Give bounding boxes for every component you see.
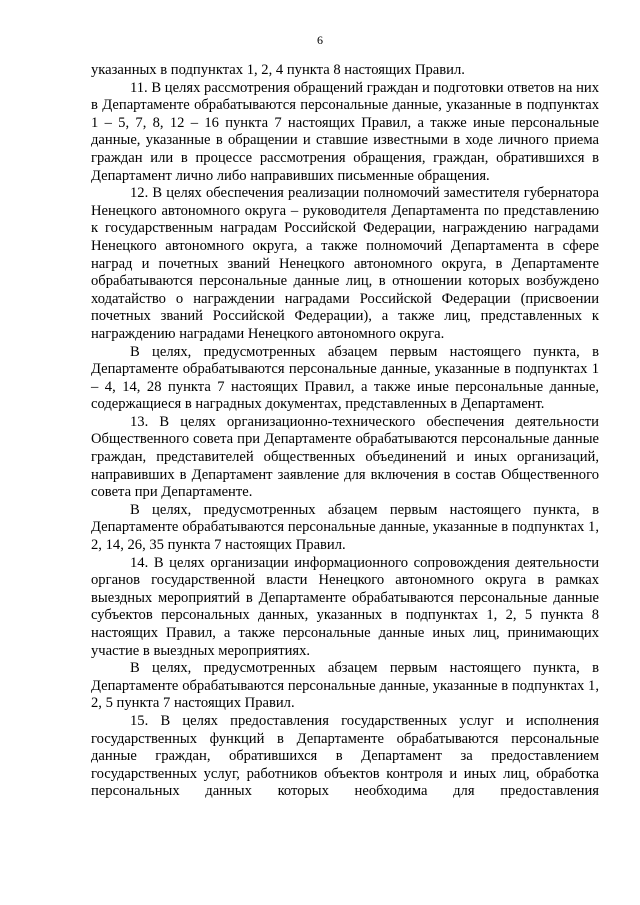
page-number: 6 (317, 33, 323, 47)
document-body (91, 62, 599, 801)
paragraph-item-14: 14. В целях организации информационного сопровождения деятельности органов государственной власти Ненецкого автономного округа в рамках выездных мероприятий в Департаменте обрабатываются персональные данные субъектов персональных данных, указанных в подпунктах 1, 2, 5 пункта 8 настоящих Правил, а также персональные данные иных лиц, принимающих участие в выездных мероприятиях. (91, 554, 599, 659)
paragraph-item-15: 15. В целях предоставления государственных услуг и исполнения государственных функций в Департаменте обрабатываются персональные данные граждан, обратившихся в Департамент за предоставлением государственных услуг, работников объектов контроля и иных лиц, обработка персональных данных которых необходима для предоставления (91, 712, 599, 800)
paragraph-item-13: 13. В целях организационно-технического обеспечения деятельности Общественного совета при Департаменте обрабатываются персональные данные граждан, представителей общественных объединений и иных организаций, направивших в Департамент заявление для включения в состав Общественного совета при Департаменте. (91, 413, 599, 501)
paragraph-item-14-purposes: В целях, предусмотренных абзацем первым настоящего пункта, в Департаменте обрабатываются персональные данные, указанные в подпунктах 1, 2, 5 пункта 7 настоящих Правил. (91, 660, 599, 712)
paragraph-item-13-purposes: В целях, предусмотренных абзацем первым настоящего пункта, в Департаменте обрабатываются персональные данные, указанные в подпунктах 1, 2, 14, 26, 35 пункта 7 настоящих Правил. (91, 501, 599, 554)
paragraph-item-11: 11. В целях рассмотрения обращений граждан и подготовки ответов на них в Департаменте обрабатываются персональные данные, указанные в подпунктах 1 – 5, 7, 8, 12 – 16 пункта 7 настоящих Правил, а также иные персональные данные, указанные в обращении и ставшие известными в ходе личного приема граждан или в процессе рассмотрения обращения, граждан, обратившихся в Департамент лично либо направивших письменные обращения. (91, 79, 599, 184)
paragraph-item-12-purposes: В целях, предусмотренных абзацем первым настоящего пункта, в Департаменте обрабатываются персональные данные, указанные в подпунктах 1 – 4, 14, 28 пункта 7 настоящих Правил, а также иные персональные данные, содержащиеся в наградных документах, представленных в Департамент. (91, 343, 599, 413)
paragraph-item-12: 12. В целях обеспечения реализации полномочий заместителя губернатора Ненецкого автономного округа – руководителя Департамента по представлению к государственным наградам Российской Федерации, награждению наградами Ненецкого автономного округа, а также полномочий Департамента в сфере наград и почетных званий Ненецкого автономного округа, в Департаменте обрабатываются персональные данные лиц, в отношении которых возбуждено ходатайство о награждении наградами Российской Федерации (присвоении почетных званий Российской Федерации), а также лиц, представленных к награждению наградами Ненецкого автономного округа. (91, 185, 599, 342)
paragraph-continuation: указанных в подпунктах 1, 2, 4 пункта 8 настоящих Правил. (91, 62, 465, 78)
